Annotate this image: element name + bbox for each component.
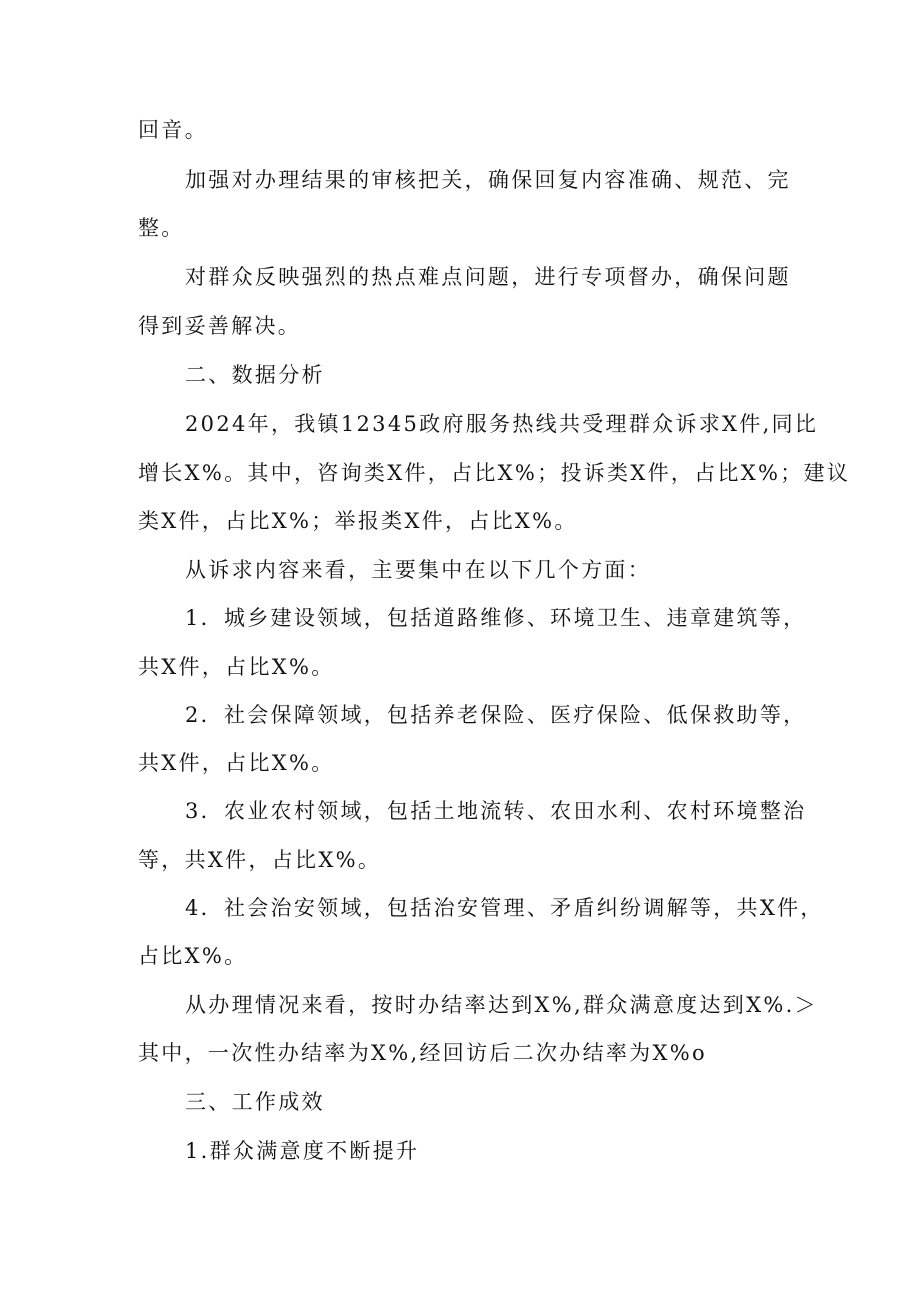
list-item-4-line-1: 4．社会治安领域，包括治安管理、矛盾纠纷调解等，共X件， — [185, 896, 824, 920]
paragraph-statistics-line-2: 增长X%。其中，咨询类X件，占比X%；投诉类X件，占比X%；建议 — [138, 461, 851, 485]
paragraph-content-intro: 从诉求内容来看，主要集中在以下几个方面： — [185, 558, 651, 582]
paragraph-handling-line-2: 其中，一次性办结率为X%,经回访后二次办结率为X%o — [138, 1041, 707, 1065]
paragraph-statistics-line-1: 2024年，我镇12345政府服务热线共受理群众诉求X件,同比 — [185, 412, 819, 436]
list-item-1-line-2: 共X件，占比X%。 — [138, 655, 335, 679]
paragraph-review-line-2: 整。 — [138, 216, 185, 240]
paragraph-statistics-line-3: 类X件，占比X%；举报类X件，占比X%。 — [138, 509, 578, 533]
paragraph-handling-line-1: 从办理情况来看，按时办结率达到X%,群众满意度达到X%.＞ — [185, 993, 818, 1017]
list-item-4-line-2: 占比X%。 — [138, 944, 248, 968]
list-item-1-line-1: 1．城乡建设领域，包括道路维修、环境卫生、违章建筑等， — [185, 606, 807, 630]
section-heading-data-analysis: 二、数据分析 — [185, 363, 325, 387]
list-item-3-line-2: 等，共X件，占比X%。 — [138, 848, 382, 872]
list-item-3-line-1: 3．农业农村领域，包括土地流转、农田水利、农村环境整治 — [185, 799, 807, 823]
list-item-2-line-1: 2．社会保障领域，包括养老保险、医疗保险、低保救助等， — [185, 703, 807, 727]
section-heading-work-results: 三、工作成效 — [185, 1090, 325, 1114]
subsection-heading-satisfaction: 1.群众满意度不断提升 — [185, 1139, 420, 1163]
paragraph-supervision-line-1: 对群众反映强烈的热点难点问题，进行专项督办，确保问题 — [185, 265, 791, 289]
list-item-2-line-2: 共X件，占比X%。 — [138, 751, 335, 775]
text-line-continuation: 回音。 — [138, 118, 208, 142]
paragraph-supervision-line-2: 得到妥善解决。 — [138, 314, 302, 338]
paragraph-review-line-1: 加强对办理结果的审核把关，确保回复内容准确、规范、完 — [185, 168, 791, 192]
